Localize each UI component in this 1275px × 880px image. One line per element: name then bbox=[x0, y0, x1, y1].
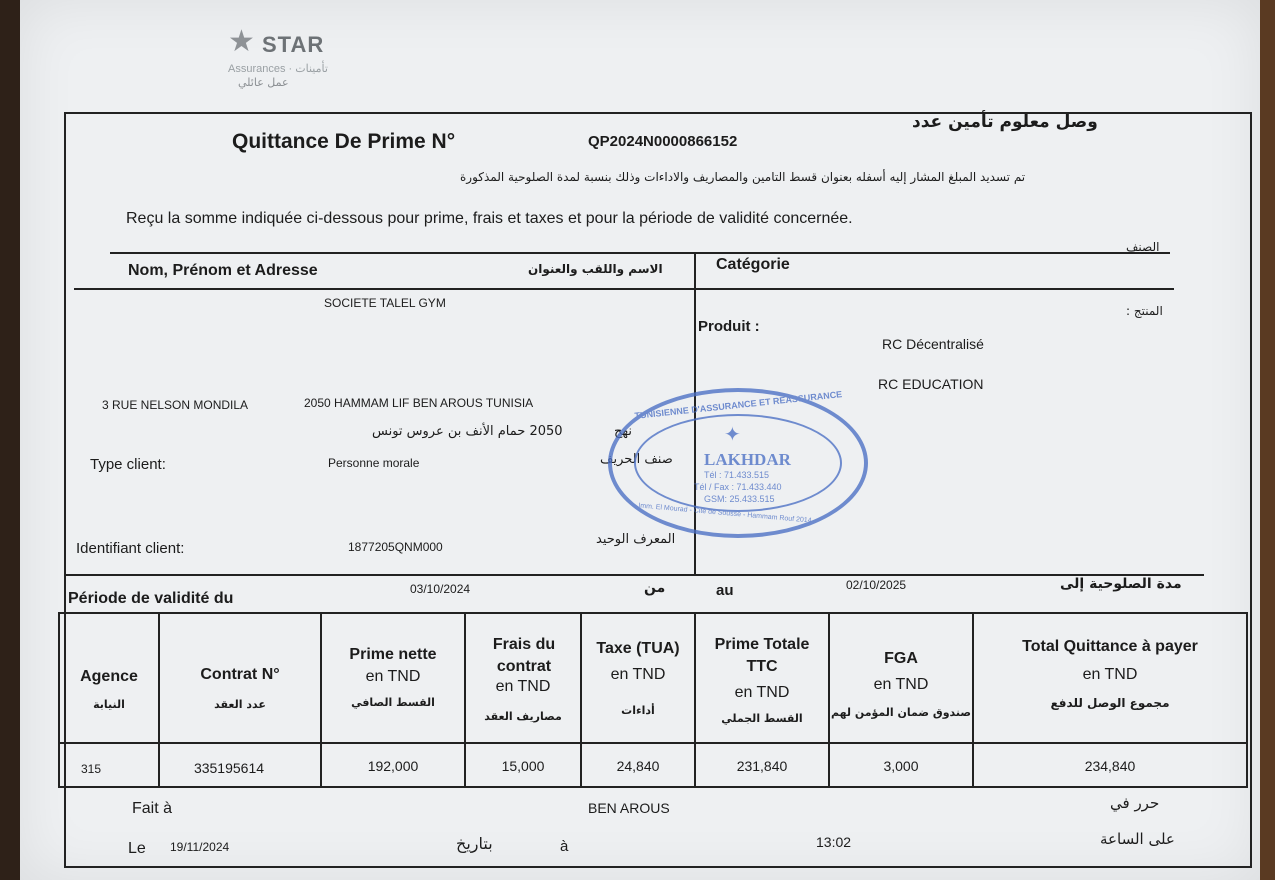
divider bbox=[58, 742, 1248, 744]
col-header-total-unit: en TND bbox=[1082, 666, 1138, 683]
col-header-fga-unit: en TND bbox=[873, 676, 929, 693]
col-header-frais-ar: مصاريف العقد bbox=[484, 710, 562, 723]
col-header-frais: Frais du contrat bbox=[492, 636, 556, 675]
category-label-ar: الصنف bbox=[1126, 240, 1160, 254]
cell-prime-nette: 192,000 bbox=[367, 758, 419, 774]
divider bbox=[58, 786, 1248, 788]
period-label-ar: مدة الصلوحية إلى bbox=[1060, 576, 1182, 592]
col-header-taxe: Taxe (TUA) bbox=[596, 640, 680, 657]
col-header-total: Total Quittance à payer bbox=[1022, 638, 1198, 655]
logo-brand: STAR bbox=[262, 32, 325, 57]
col-header-prime-totale-unit: en TND bbox=[734, 684, 790, 701]
stamp-tel: Tél : 71.433.515 bbox=[704, 470, 770, 480]
divider bbox=[110, 252, 1170, 254]
a-label: à bbox=[560, 838, 569, 855]
period-to: 02/10/2025 bbox=[846, 578, 907, 592]
client-id-label-ar: المعرف الوحيد bbox=[596, 532, 676, 547]
star-icon: ★ bbox=[228, 25, 255, 58]
cell-taxe: 24,840 bbox=[616, 758, 660, 774]
cell-total: 234,840 bbox=[1084, 758, 1136, 774]
col-header-fga: FGA bbox=[884, 650, 918, 667]
stamp-name: LAKHDAR bbox=[704, 450, 791, 469]
product-label-ar: المنتج : bbox=[1126, 304, 1163, 318]
company-stamp bbox=[608, 388, 868, 538]
period-from: 03/10/2024 bbox=[410, 582, 471, 596]
receipt-title-ar: وصل معلوم تأمين عدد bbox=[912, 112, 1098, 132]
fait-label-ar: حرر في bbox=[1110, 794, 1160, 812]
cell-prime-totale: 231,840 bbox=[736, 758, 788, 774]
col-header-prime-totale-ar: القسط الجملي bbox=[721, 712, 803, 725]
type-client-value: Personne morale bbox=[328, 456, 420, 470]
fait-place: BEN AROUS bbox=[588, 800, 670, 816]
type-client-label-ar: صنف الحريف bbox=[600, 452, 673, 467]
client-address-ar-prefix: نهج bbox=[614, 424, 633, 439]
divider bbox=[1246, 612, 1248, 786]
col-header-agence: Agence bbox=[80, 668, 138, 685]
time-label-ar: على الساعة bbox=[1100, 830, 1175, 848]
col-header-prime-nette-ar: القسط الصافي bbox=[351, 696, 435, 709]
period-to-label: au bbox=[716, 582, 734, 599]
name-label: Nom, Prénom et Adresse bbox=[128, 262, 318, 279]
stamp-top-text: TUNISIENNE D'ASSURANCE ET REASSURANCE bbox=[634, 389, 843, 421]
col-header-fga-ar: صندوق ضمان المؤمن لهم bbox=[830, 706, 972, 719]
client-address-street: 3 RUE NELSON MONDILA bbox=[102, 398, 249, 412]
col-header-agence-ar: النيابة bbox=[93, 698, 125, 711]
cell-frais: 15,000 bbox=[501, 758, 545, 774]
footer-date: 19/11/2024 bbox=[170, 840, 230, 854]
le-label: Le bbox=[128, 840, 146, 857]
col-header-total-ar: مجموع الوصل للدفع bbox=[1050, 696, 1170, 710]
receipt-line-fr: Reçu la somme indiquée ci-dessous pour prime, frais et taxes et pour la période de validité concernée. bbox=[126, 210, 853, 227]
period-label: Période de validité du bbox=[68, 590, 234, 607]
date-label-ar: بتاريخ bbox=[456, 834, 493, 853]
product-1: RC Décentralisé bbox=[882, 336, 984, 352]
col-header-prime-nette-unit: en TND bbox=[365, 668, 421, 685]
col-header-contrat-ar: عدد العقد bbox=[214, 698, 266, 711]
client-id-value: 1877205QNM000 bbox=[348, 540, 443, 554]
col-header-contrat: Contrat N° bbox=[200, 666, 280, 683]
stamp-gsm: GSM: 25.433.515 bbox=[704, 494, 775, 504]
col-header-prime-totale: Prime Totale TTC bbox=[714, 636, 810, 675]
stamp-fax: Tél / Fax : 71.433.440 bbox=[694, 482, 782, 492]
product-2: RC EDUCATION bbox=[878, 376, 984, 392]
receipt-line-ar: تم تسديد المبلغ المشار إليه أسفله بعنوان قسط التامين والمصاريف والاداءات وذلك بنسبة لمدة الصلوحية المذكورة bbox=[460, 170, 1026, 184]
client-name: SOCIETE TALEL GYM bbox=[324, 296, 446, 310]
client-address-city: 2050 HAMMAM LIF BEN AROUS TUNISIA bbox=[304, 396, 534, 410]
logo-tagline: عمل عائلي bbox=[238, 76, 289, 89]
fait-label: Fait à bbox=[132, 800, 173, 817]
cell-agence: 315 bbox=[80, 762, 102, 776]
col-header-taxe-unit: en TND bbox=[610, 666, 666, 683]
period-from-ar: من bbox=[644, 580, 666, 596]
col-header-prime-nette: Prime nette bbox=[349, 646, 437, 663]
divider bbox=[58, 612, 1248, 614]
cell-fga: 3,000 bbox=[883, 758, 919, 774]
stamp-star-icon: ✦ bbox=[724, 424, 741, 446]
category-label: Catégorie bbox=[716, 256, 790, 273]
client-id-label: Identifiant client: bbox=[76, 540, 185, 557]
divider bbox=[64, 574, 1204, 576]
type-client-label: Type client: bbox=[90, 456, 166, 473]
col-header-taxe-ar: أداءات bbox=[621, 704, 655, 717]
logo-subtitle: Assurances · تأمينات bbox=[228, 63, 328, 75]
client-address-ar: 2050 حمام الأنف بن عروس تونس bbox=[372, 424, 563, 439]
stamp-bottom-text: Imm. El Mourad - Cité de Sousse - Hammam Rouf 2014 bbox=[638, 502, 812, 525]
receipt-title: Quittance De Prime N° bbox=[232, 130, 456, 153]
product-label: Produit : bbox=[698, 318, 760, 335]
col-header-frais-unit: en TND bbox=[495, 678, 551, 695]
cell-contrat: 335195614 bbox=[193, 760, 265, 776]
footer-time: 13:02 bbox=[816, 834, 852, 850]
name-label-ar: الاسم واللقب والعنوان bbox=[528, 262, 663, 276]
receipt-number: QP2024N0000866152 bbox=[588, 133, 738, 150]
divider bbox=[74, 288, 1174, 290]
